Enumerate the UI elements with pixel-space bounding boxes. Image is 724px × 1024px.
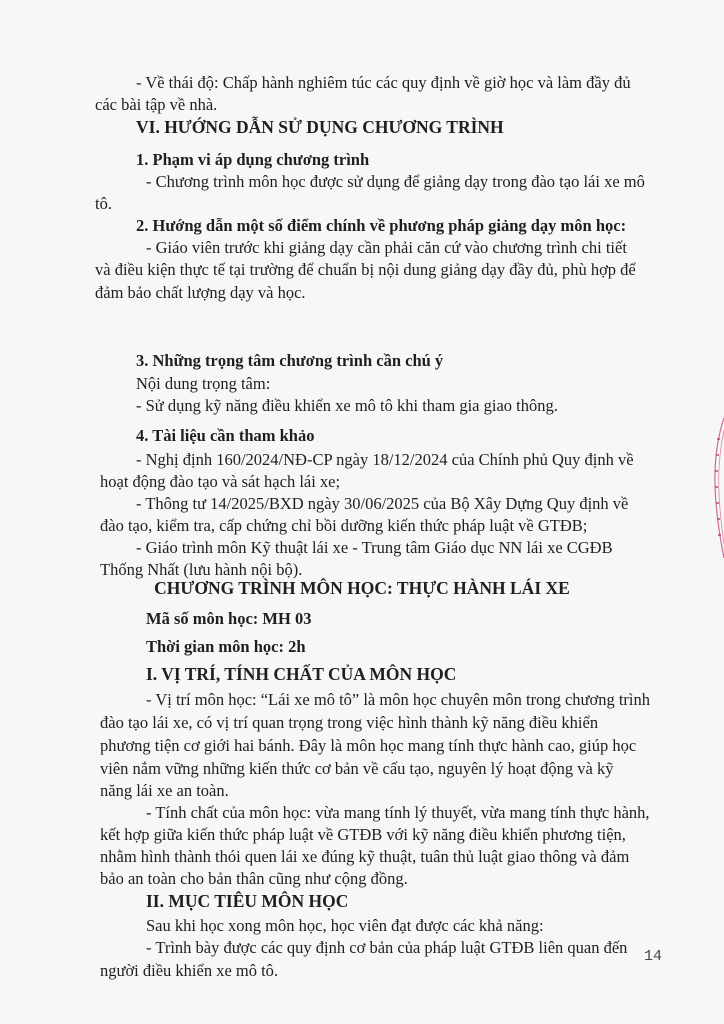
references-heading: 4. Tài liệu cần tham khảo <box>136 426 315 445</box>
reference-line-4: đào tạo, kiểm tra, cấp chứng chỉ bồi dưỡng kiến thức pháp luật về GTĐB; <box>100 516 588 535</box>
method-line-1: - Giáo viên trước khi giảng dạy cần phải căn cứ vào chương trình chi tiết <box>146 238 627 257</box>
focus-line-1: Nội dung trọng tâm: <box>136 374 271 393</box>
course-time: Thời gian môn học: 2h <box>146 637 306 656</box>
nature-line-1: - Tính chất của môn học: vừa mang tính lý thuyết, vừa mang tính thực hành, <box>146 803 650 822</box>
reference-line-6: Thống Nhất (lưu hành nội bộ). <box>100 560 303 579</box>
reference-line-3: - Thông tư 14/2025/BXD ngày 30/06/2025 của Bộ Xây Dựng Quy định về <box>136 494 629 513</box>
focus-heading: 3. Những trọng tâm chương trình cần chú ý <box>136 351 444 370</box>
position-line-5: năng lái xe an toàn. <box>100 781 229 800</box>
position-line-2: đào tạo lái xe, có vị trí quan trọng trong việc hình thành kỹ năng điều khiển <box>100 713 599 732</box>
nature-line-3: nhằm hình thành thói quen lái xe đúng kỹ thuật, tuân thủ luật giao thông và đảm <box>100 847 630 866</box>
seal-stamp-icon <box>706 418 724 558</box>
section-2-heading: II. MỤC TIÊU MÔN HỌC <box>146 891 349 911</box>
position-line-4: viên nắm vững những kiến thức cơ bản về cấu tạo, nguyên lý hoạt động và kỹ <box>100 759 614 778</box>
nature-line-2: kết hợp giữa kiến thức pháp luật về GTĐB với kỹ năng điều khiển phương tiện, <box>100 825 626 844</box>
attitude-line-2: các bài tập về nhà. <box>95 95 218 114</box>
reference-line-2: hoạt động đào tạo và sát hạch lái xe; <box>100 472 341 491</box>
attitude-line-1: - Về thái độ: Chấp hành nghiêm túc các quy định về giờ học và làm đầy đủ <box>136 73 631 92</box>
reference-line-1: - Nghị định 160/2024/NĐ-CP ngày 18/12/2024 của Chính phủ Quy định về <box>136 450 634 469</box>
scope-line-2: tô. <box>95 194 112 213</box>
method-line-2: và điều kiện thực tế tại trường để chuẩn bị nội dung giảng dạy đầy đủ, phù hợp để <box>95 260 636 279</box>
objective-line-1: - Trình bày được các quy định cơ bản của pháp luật GTĐB liên quan đến <box>146 938 628 957</box>
position-line-1: - Vị trí môn học: “Lái xe mô tô” là môn học chuyên môn trong chương trình <box>146 690 651 709</box>
program-title: CHƯƠNG TRÌNH MÔN HỌC: THỰC HÀNH LÁI XE <box>154 578 570 598</box>
section-1-heading: I. VỊ TRÍ, TÍNH CHẤT CỦA MÔN HỌC <box>146 664 457 684</box>
focus-line-2: - Sử dụng kỹ năng điều khiển xe mô tô khi tham gia giao thông. <box>136 396 558 415</box>
position-line-3: phương tiện cơ giới hai bánh. Đây là môn học mang tính thực hành cao, giúp học <box>100 736 637 755</box>
reference-line-5: - Giáo trình môn Kỹ thuật lái xe - Trung tâm Giáo dục NN lái xe CGĐB <box>136 538 613 557</box>
method-line-3: đảm bảo chất lượng dạy và học. <box>95 283 306 302</box>
objectives-intro: Sau khi học xong môn học, học viên đạt được các khả năng: <box>146 916 544 935</box>
section-6-heading: VI. HƯỚNG DẪN SỬ DỤNG CHƯƠNG TRÌNH <box>136 117 504 137</box>
objective-line-2: người điều khiển xe mô tô. <box>100 961 279 980</box>
scope-heading: 1. Phạm vi áp dụng chương trình <box>136 150 370 169</box>
method-heading: 2. Hướng dẫn một số điểm chính về phương pháp giảng dạy môn học: <box>136 216 627 235</box>
page-number: 14 <box>644 948 663 965</box>
course-code: Mã số môn học: MH 03 <box>146 609 312 628</box>
scope-line-1: - Chương trình môn học được sử dụng để giảng dạy trong đào tạo lái xe mô <box>146 172 645 191</box>
nature-line-4: bảo an toàn cho bản thân cũng như cộng đồng. <box>100 869 408 888</box>
